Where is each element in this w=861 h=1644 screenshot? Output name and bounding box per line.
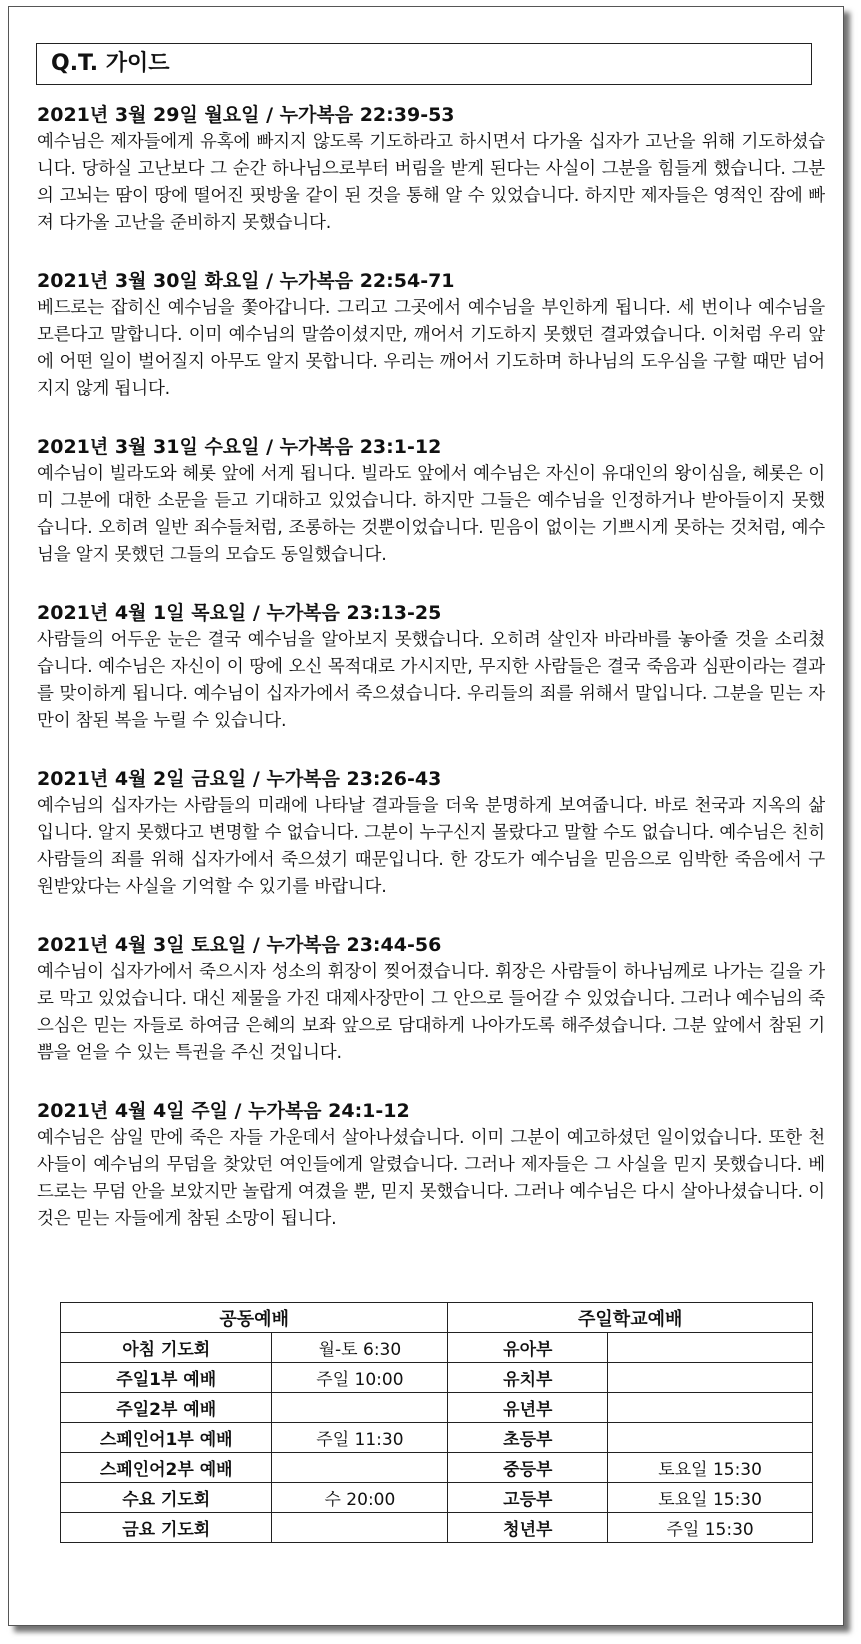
entry-title: 2021년 4월 3일 토요일 / 누가복음 23:44-56 — [37, 934, 442, 956]
department-name: 유치부 — [448, 1363, 608, 1393]
entry-title: 2021년 3월 29일 월요일 / 누가복음 22:39-53 — [37, 104, 455, 126]
qt-entry — [37, 267, 825, 403]
entry-title: 2021년 3월 31일 수요일 / 누가복음 23:1-12 — [37, 436, 442, 458]
table-row — [61, 1363, 813, 1393]
table-row — [61, 1423, 813, 1453]
entry-title: 2021년 4월 4일 주일 / 누가복음 24:1-12 — [37, 1100, 410, 1122]
service-time: 월-토 6:30 — [272, 1333, 448, 1363]
bulletin-page — [8, 6, 844, 1626]
service-name: 금요 기도회 — [61, 1513, 272, 1543]
department-time: 주일 15:30 — [608, 1513, 813, 1543]
department-time: 토요일 15:30 — [608, 1453, 813, 1483]
table-row — [61, 1453, 813, 1483]
qt-entry — [37, 599, 825, 735]
entry-body: 예수님은 삼일 만에 죽은 자들 가운데서 살아나셨습니다. 이미 그분이 예고하셨던 일이었습니다. 또한 천사들이 예수님의 무덤을 찾았던 여인들에게 알렸습니다. 그러나 제자들은 그 사실을 믿지 못했습니다. 베드로는 무덤 안을 보았지만 놀랍게 여겼을 뿐, 믿지 못했습니다. 그러나 예수님은 다시 살아나셨습니다. 이것은 믿는 자들에게 참된 소망이 됩니다. — [37, 1128, 825, 1229]
table-row — [61, 1513, 813, 1543]
department-time — [608, 1363, 813, 1393]
entry-title: 2021년 4월 2일 금요일 / 누가복음 23:26-43 — [37, 768, 442, 790]
qt-entry — [37, 433, 825, 569]
department-name: 초등부 — [448, 1423, 608, 1453]
department-name: 청년부 — [448, 1513, 608, 1543]
service-time: 주일 11:30 — [272, 1423, 448, 1453]
qt-entry — [37, 931, 825, 1067]
service-time — [272, 1393, 448, 1423]
entry-title: 2021년 4월 1일 목요일 / 누가복음 23:13-25 — [37, 602, 442, 624]
department-name: 고등부 — [448, 1483, 608, 1513]
entry-body: 베드로는 잡히신 예수님을 쫓아갑니다. 그리고 그곳에서 예수님을 부인하게 됩니다. 세 번이나 예수님을 모른다고 말합니다. 이미 예수님의 말씀이셨지만, 깨어서 기도하지 못했던 결과였습니다. 이처럼 우리 앞에 어떤 일이 벌어질지 아무도 알지 못합니다. 우리는 깨어서 기도하며 하나님의 도우심을 구할 때만 넘어지지 않게 됩니다. — [37, 298, 825, 399]
qt-entry — [37, 1097, 825, 1233]
table-row — [61, 1393, 813, 1423]
service-name: 주일1부 예배 — [61, 1363, 272, 1393]
service-time: 수 20:00 — [272, 1483, 448, 1513]
service-time: 주일 10:00 — [272, 1363, 448, 1393]
entry-title: 2021년 3월 30일 화요일 / 누가복음 22:54-71 — [37, 270, 455, 292]
column-header: 주일학교예배 — [448, 1303, 813, 1333]
entry-body: 예수님의 십자가는 사람들의 미래에 나타날 결과들을 더욱 분명하게 보여줍니다. 바로 천국과 지옥의 삶입니다. 알지 못했다고 변명할 수 없습니다. 그분이 누구신지 몰랐다고 말할 수도 없습니다. 예수님은 친히 사람들의 죄를 위해 십자가에서 죽으셨기 때문입니다. 한 강도가 예수님을 믿음으로 임박한 죽음에서 구원받았다는 사실을 기억할 수 있기를 바랍니다. — [37, 796, 825, 897]
department-time — [608, 1333, 813, 1363]
service-name: 스페인어1부 예배 — [61, 1423, 272, 1453]
entry-body: 예수님은 제자들에게 유혹에 빠지지 않도록 기도하라고 하시면서 다가올 십자가 고난을 위해 기도하셨습니다. 당하실 고난보다 그 순간 하나님으로부터 버림을 받게 된다는 사실이 그분을 힘들게 했습니다. 그분의 고뇌는 땀이 땅에 떨어진 핏방울 같이 된 것을 통해 알 수 있었습니다. 하지만 제자들은 영적인 잠에 빠져 다가올 고난을 준비하지 못했습니다. — [37, 132, 825, 233]
department-name: 중등부 — [448, 1453, 608, 1483]
department-time: 토요일 15:30 — [608, 1483, 813, 1513]
column-header: 공동예배 — [61, 1303, 448, 1333]
worship-schedule-table — [60, 1302, 813, 1543]
service-time — [272, 1513, 448, 1543]
entry-body: 예수님이 십자가에서 죽으시자 성소의 휘장이 찢어졌습니다. 휘장은 사람들이 하나님께로 나가는 길을 가로 막고 있었습니다. 대신 제물을 가진 대제사장만이 그 안으로 들어갈 수 있었습니다. 그러나 예수님의 죽으심은 믿는 자들로 하여금 은혜의 보좌 앞으로 담대하게 나아가도록 해주셨습니다. 그분 앞에서 참된 기쁨을 얻을 수 있는 특권을 주신 것입니다. — [37, 962, 825, 1063]
department-name: 유년부 — [448, 1393, 608, 1423]
table-row — [61, 1333, 813, 1363]
table-header-row — [61, 1303, 813, 1333]
service-name: 주일2부 예배 — [61, 1393, 272, 1423]
department-time — [608, 1423, 813, 1453]
qt-entry — [37, 101, 825, 237]
page-title: Q.T. 가이드 — [36, 43, 812, 85]
department-time — [608, 1393, 813, 1423]
service-name: 수요 기도회 — [61, 1483, 272, 1513]
service-name: 스페인어2부 예배 — [61, 1453, 272, 1483]
table-row — [61, 1483, 813, 1513]
service-name: 아침 기도회 — [61, 1333, 272, 1363]
service-time — [272, 1453, 448, 1483]
entry-body: 사람들의 어두운 눈은 결국 예수님을 알아보지 못했습니다. 오히려 살인자 바라바를 놓아줄 것을 소리쳤습니다. 예수님은 자신이 이 땅에 오신 목적대로 가시지만, 무지한 사람들은 결국 죽음과 심판이라는 결과를 맞이하게 됩니다. 예수님이 십자가에서 죽으셨습니다. 우리들의 죄를 위해서 말입니다. 그분을 믿는 자만이 참된 복을 누릴 수 있습니다. — [37, 630, 825, 731]
entry-body: 예수님이 빌라도와 헤롯 앞에 서게 됩니다. 빌라도 앞에서 예수님은 자신이 유대인의 왕이심을, 헤롯은 이미 그분에 대한 소문을 듣고 기대하고 있었습니다. 하지만 그들은 예수님을 인정하거나 받아들이지 못했습니다. 오히려 일반 죄수들처럼, 조롱하는 것뿐이었습니다. 믿음이 없이는 기쁘시게 못하는 것처럼, 예수님을 알지 못했던 그들의 모습도 동일했습니다. — [37, 464, 825, 565]
qt-entry — [37, 765, 825, 901]
department-name: 유아부 — [448, 1333, 608, 1363]
